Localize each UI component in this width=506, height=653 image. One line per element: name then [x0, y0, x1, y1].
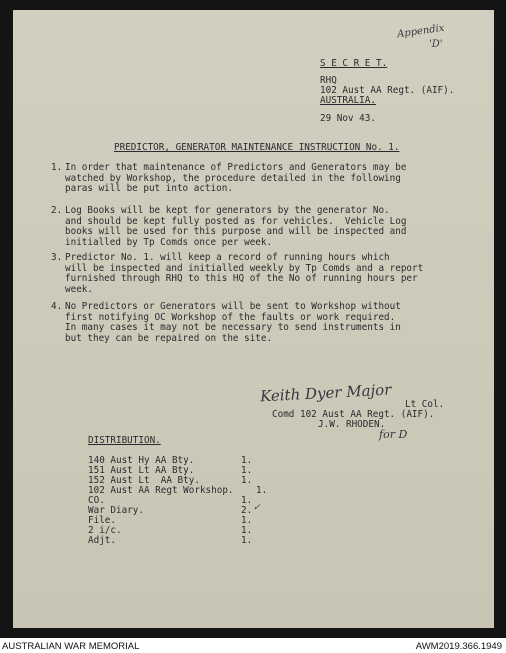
paragraph-line: initialled by Tp Comds once per week. [65, 236, 273, 248]
distribution-unit: War Diary. [88, 505, 144, 516]
paragraph-line: No Predictors or Generators will be sent to Workshop without [65, 301, 401, 312]
paragraph-line: In many cases it may not be necessary to send instruments in [65, 322, 401, 334]
distribution-row [88, 536, 116, 547]
paragraph-line: Predictor No. 1. will keep a record of running hours which [65, 252, 390, 263]
paragraph-4 [51, 301, 401, 344]
signatory-rank: Lt Col. [405, 399, 445, 410]
distribution-qty: 1. [256, 485, 268, 496]
appendix-annotation: Appendix [396, 22, 446, 41]
distribution-qty: 1. [241, 525, 253, 536]
distribution-unit: 152 Aust Lt AA Bty. [88, 475, 200, 486]
handwritten-initials: for D [379, 428, 408, 441]
footer-accession-number: AWM2019.366.1949 [415, 641, 502, 652]
distribution-unit: 102 Aust AA Regt Workshop. [88, 485, 234, 496]
paragraph-line: Log Books will be kept for generators by the generator No. [65, 205, 390, 216]
distribution-unit: File. [88, 515, 116, 526]
distribution-heading: DISTRIBUTION. [88, 435, 161, 446]
distribution-unit: 2 i/c. [88, 525, 122, 536]
paragraph-number: 3. [51, 252, 63, 263]
unit-line-1: RHQ [320, 75, 337, 86]
classification-marking: S E C R E T. [320, 58, 388, 69]
distribution-unit: CO. [88, 495, 105, 506]
paragraph-2 [51, 205, 407, 248]
distribution-qty: 1. [241, 455, 253, 466]
unit-line-3: AUSTRALIA. [320, 95, 376, 106]
unit-line-2: 102 Aust AA Regt. (AIF). [320, 85, 455, 96]
paragraph-number: 1. [51, 162, 63, 173]
distribution-qty: 1. [241, 515, 253, 526]
paragraph-line: will be inspected and initialled weekly by Tp Comds and a report [65, 262, 424, 274]
document-date: 29 Nov 43. [320, 113, 376, 124]
paragraph-line: but they can be repaired on the site. [65, 332, 273, 344]
distribution-qty: 2. [241, 505, 253, 516]
distribution-unit: 151 Aust Lt AA Bty. [88, 465, 195, 476]
signatory-name: J.W. RHODEN. [318, 419, 386, 430]
paragraph-line: and should be kept fully posted as for vehicles. Vehicle Log [65, 215, 407, 227]
paragraph-3 [51, 252, 424, 295]
paragraph-line: paras will be put into action. [65, 183, 233, 195]
document-page [13, 10, 494, 628]
paragraph-line: furnished through RHQ to this HQ of the No of running hours per [65, 273, 418, 285]
paragraph-number: 4. [51, 301, 63, 312]
distribution-qty: 1. [241, 475, 253, 486]
distribution-unit: 140 Aust Hy AA Bty. [88, 455, 195, 466]
paragraph-line: In order that maintenance of Predictors and Generators may be [65, 162, 407, 173]
document-title: PREDICTOR, GENERATOR MAINTENANCE INSTRUCTION No. 1. [114, 142, 400, 153]
paragraph-1 [51, 162, 407, 195]
paragraph-line: books will be used for this purpose and will be inspected and [65, 226, 407, 238]
distribution-row [88, 486, 234, 497]
distribution-qty: 1. [241, 465, 253, 476]
paragraph-line: watched by Workshop, the procedure detailed in the following [65, 172, 401, 184]
paragraph-line: week. [65, 283, 93, 295]
signatory-appointment: Comd 102 Aust AA Regt. (AIF). [272, 409, 435, 420]
footer-institution: AUSTRALIAN WAR MEMORIAL [2, 641, 140, 652]
distribution-qty: 1. [241, 535, 253, 546]
appendix-letter-annotation: 'D' [429, 39, 443, 50]
distribution-qty: 1. [241, 495, 253, 506]
check-tick-icon: ✓ [253, 503, 261, 513]
handwritten-signature: Keith Dyer Major [259, 380, 392, 406]
paragraph-line: first notifying OC Workshop of the faults or work required. [65, 311, 396, 323]
distribution-unit: Adjt. [88, 535, 116, 546]
paragraph-number: 2. [51, 205, 63, 216]
